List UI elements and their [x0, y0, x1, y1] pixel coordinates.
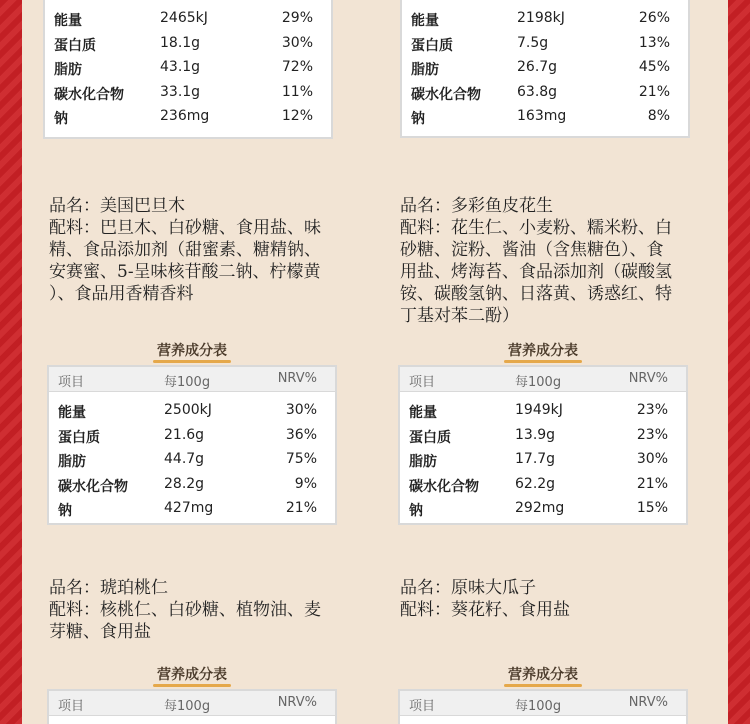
table-row: 蛋白质 7.5g 13% — [411, 34, 670, 54]
product-info-amber-walnut — [49, 577, 349, 643]
table-row: 蛋白质 13.9g 23% — [409, 426, 668, 446]
table-header: 项目 每100g NRV% — [400, 691, 686, 716]
left-border-decoration — [0, 0, 22, 724]
product-name: 原味大瓜子 — [451, 578, 536, 598]
table-row: 碳水化合物 62.2g 21% — [409, 475, 668, 495]
ingredients-line: 芽糖、食用盐 — [49, 622, 151, 642]
ingredients-line: 砂糖、淀粉、酱油（含焦糖色）、食 — [400, 240, 664, 260]
nutrition-title: 营养成分表 — [47, 664, 337, 684]
content-panel — [22, 0, 728, 724]
ingredients-line: 丁基对苯二酚） — [400, 306, 519, 326]
product-name-line: 品名：原味大瓜子 — [400, 578, 536, 598]
table-row: 钠 236mg 12% — [54, 108, 313, 127]
nutrition-table-3 — [47, 365, 337, 525]
ingredients-line: 用盐、烤海苔、食品添加剂（碳酸氢 — [400, 262, 672, 282]
table-row: 能量 2500kJ 30% — [58, 402, 317, 421]
table-header: 项目 每100g NRV% — [400, 367, 686, 392]
nutrition-table-6 — [398, 689, 688, 724]
table-row: 碳水化合物 28.2g 9% — [58, 475, 317, 495]
ingredients-line: 安赛蜜、5-呈味核苷酸二钠、柠檬黄 — [49, 262, 321, 282]
nutrition-table-2 — [400, 0, 690, 138]
ingredients-line: 配料：核桃仁、白砂糖、植物油、麦 — [49, 600, 321, 620]
product-info-almond — [49, 195, 349, 305]
table-row: 碳水化合物 33.1g 11% — [54, 83, 313, 103]
product-name: 多彩鱼皮花生 — [451, 196, 553, 216]
product-name-line: 品名：多彩鱼皮花生 — [400, 196, 553, 216]
table-row: 能量 2465kJ 29% — [54, 10, 313, 29]
product-name: 琥珀桃仁 — [100, 578, 168, 598]
nutrition-title: 营养成分表 — [47, 340, 337, 360]
nutrition-table-4 — [398, 365, 688, 525]
product-name: 美国巴旦木 — [100, 196, 185, 216]
table-row: 脂肪 26.7g 45% — [411, 59, 670, 78]
table-header: 项目 每100g NRV% — [49, 367, 335, 392]
table-row: 蛋白质 21.6g 36% — [58, 426, 317, 446]
nutrition-table-1 — [43, 0, 333, 139]
nutrition-title: 营养成分表 — [398, 340, 688, 360]
product-name-line: 品名：琥珀桃仁 — [49, 578, 168, 598]
table-row: 钠 292mg 15% — [409, 500, 668, 519]
table-row: 脂肪 17.7g 30% — [409, 451, 668, 470]
table-row: 碳水化合物 63.8g 21% — [411, 83, 670, 103]
table-row: 脂肪 43.1g 72% — [54, 59, 313, 78]
nutrition-title: 营养成分表 — [398, 664, 688, 684]
table-row: 钠 427mg 21% — [58, 500, 317, 519]
table-row: 蛋白质 18.1g 30% — [54, 34, 313, 54]
ingredients-line: 配料：花生仁、小麦粉、糯米粉、白 — [400, 218, 672, 238]
ingredients-line: 配料：巴旦木、白砂糖、食用盐、味 — [49, 218, 321, 238]
product-info-fish-peanut — [400, 195, 700, 327]
table-row: 能量 1949kJ 23% — [409, 402, 668, 421]
product-info-sunflower-seeds — [400, 577, 700, 621]
ingredients-line: 精、食品添加剂（甜蜜素、糖精钠、 — [49, 240, 321, 260]
ingredients-line: ）、食品用香精香料 — [49, 284, 194, 304]
ingredients-line: 配料：葵花籽、食用盐 — [400, 600, 570, 620]
table-row: 脂肪 44.7g 75% — [58, 451, 317, 470]
nutrition-table-5 — [47, 689, 337, 724]
product-name-line: 品名：美国巴旦木 — [49, 196, 185, 216]
table-row: 钠 163mg 8% — [411, 108, 670, 127]
table-row: 能量 2198kJ 26% — [411, 10, 670, 29]
ingredients-line: 铵、碳酸氢钠、日落黄、诱惑红、特 — [400, 284, 672, 304]
table-header: 项目 每100g NRV% — [49, 691, 335, 716]
right-border-decoration — [728, 0, 750, 724]
